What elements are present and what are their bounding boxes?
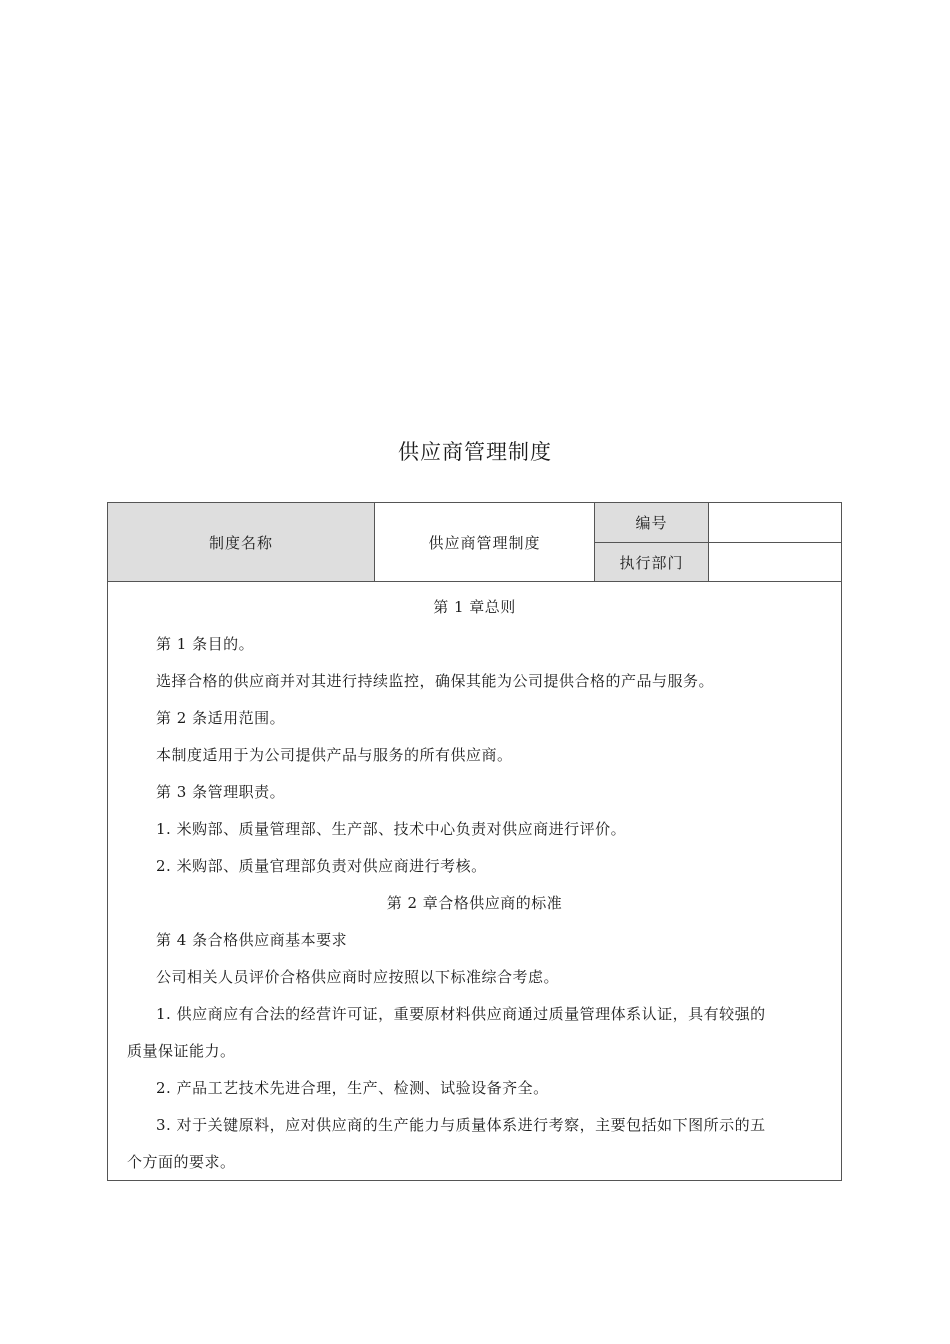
chapter-1-heading: 第 1 章总则 [433,598,516,616]
article-1-heading: 第 1 条目的。 [156,635,255,653]
code-label-cell [595,503,708,542]
regulation-table [107,502,842,1181]
article-4-heading: 第 4 条合格供应商基本要求 [156,931,348,949]
article-3-heading: 第 3 条管理职责。 [156,783,286,801]
article-3-item-1: 1. 米购部、质量管理部、生产部、技术中心负责对供应商进行评价。 [156,820,627,838]
divider [374,503,375,581]
article-4-text: 公司相关人员评价合格供应商时应按照以下标准综合考虑。 [156,968,560,986]
document-title: 供应商管理制度 [398,440,552,464]
dept-label: 执行部门 [619,553,684,572]
code-value-cell [709,503,841,542]
divider [108,581,841,582]
article-4-item-2: 2. 产品工艺技术先进合理，生产、检测、试验设备齐全。 [156,1079,549,1097]
article-4-item-1-line-1: 1. 供应商应有合法的经营许可证，重要原材料供应商通过质量管理体系认证，具有较强的 [156,1005,766,1023]
name-label-cell [108,503,374,581]
article-2-heading: 第 2 条适用范围。 [156,709,286,727]
article-3-item-2: 2. 米购部、质量官理部负责对供应商进行考核。 [156,857,487,875]
divider [595,542,841,543]
article-4-item-1-line-2: 质量保证能力。 [127,1042,236,1060]
name-value: 供应商管理制度 [428,533,541,552]
article-4-item-3-line-2: 个方面的要求。 [127,1153,236,1171]
name-value-cell [375,503,594,581]
dept-label-cell [595,543,708,581]
dept-value-cell [709,543,841,581]
regulation-body [108,589,841,1181]
name-label: 制度名称 [208,533,273,552]
article-2-text: 本制度适用于为公司提供产品与服务的所有供应商。 [156,746,513,764]
article-4-item-3-line-1: 3. 对于关键原料，应对供应商的生产能力与质量体系进行考察，主要包括如下图所示的五 [156,1116,766,1134]
chapter-2-heading: 第 2 章合格供应商的标准 [386,894,563,912]
article-1-text: 选择合格的供应商并对其进行持续监控，确保其能为公司提供合格的产品与服务。 [156,672,715,690]
code-label: 编号 [635,514,668,532]
